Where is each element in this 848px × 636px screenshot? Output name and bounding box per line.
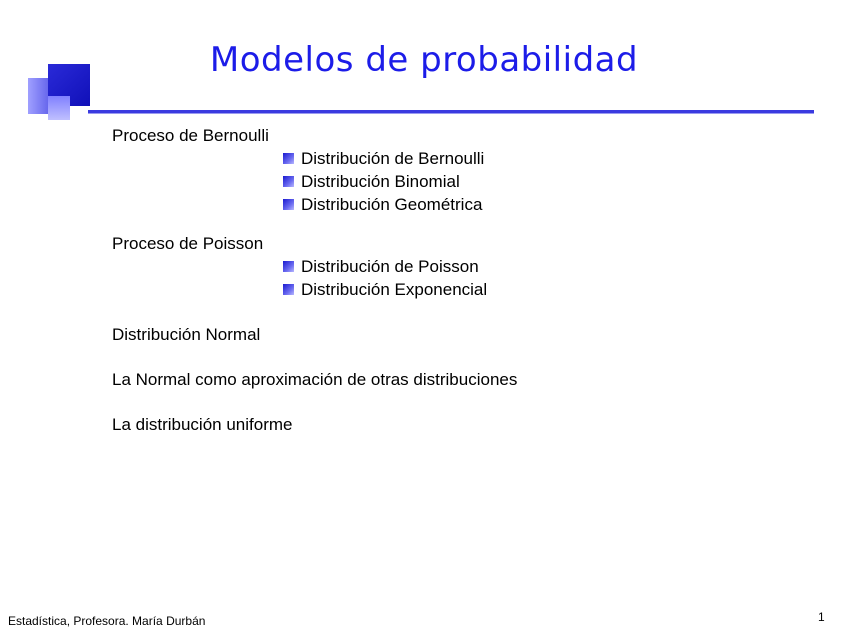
slide-title: Modelos de probabilidad (209, 40, 639, 80)
square-bullet-icon (283, 284, 294, 295)
list-item (283, 193, 812, 216)
square-bullet-icon (283, 153, 294, 164)
list-item-label: Distribución Binomial (301, 172, 460, 191)
section-heading: Proceso de Bernoulli (112, 126, 269, 145)
logo-square-small (48, 96, 70, 120)
square-bullet-icon (283, 261, 294, 272)
page-number: 1 (818, 610, 825, 624)
section-heading: Proceso de Poisson (112, 234, 264, 253)
section-normal-approximation (112, 368, 812, 391)
title-divider (88, 110, 814, 113)
footer-text: Estadística, Profesora. María Durbán (8, 614, 206, 628)
section-normal (112, 323, 812, 346)
sub-list (112, 147, 812, 216)
list-item-label: Distribución Exponencial (301, 280, 488, 299)
sub-list (112, 255, 812, 301)
list-item (283, 278, 812, 301)
section-poisson (112, 232, 812, 301)
square-bullet-icon (283, 176, 294, 187)
list-item (283, 170, 812, 193)
section-heading: La distribución uniforme (112, 415, 293, 434)
section-bernoulli (112, 124, 812, 216)
square-bullet-icon (283, 199, 294, 210)
list-item-label: Distribución Geométrica (301, 195, 483, 214)
list-item-label: Distribución de Bernoulli (301, 149, 485, 168)
section-heading: Distribución Normal (112, 325, 261, 344)
section-uniform (112, 413, 812, 436)
slide-content (112, 124, 812, 452)
list-item (283, 255, 812, 278)
section-heading: La Normal como aproximación de otras distribuciones (112, 370, 518, 389)
list-item-label: Distribución de Poisson (301, 257, 479, 276)
list-item (283, 147, 812, 170)
